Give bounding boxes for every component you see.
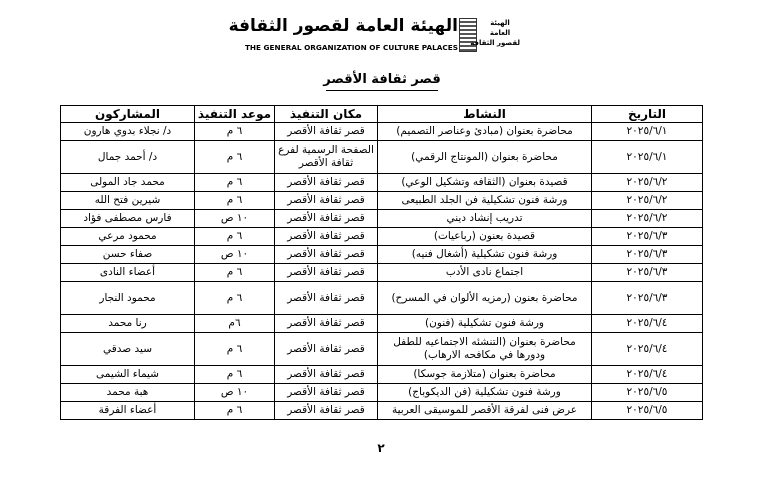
table-row	[61, 210, 703, 228]
table-row	[61, 366, 703, 384]
table-row	[61, 141, 703, 174]
cell-participants: د/ نجلاء بدوي هارون	[61, 123, 195, 141]
cell-date: ٢٠٢٥/٦/٤	[592, 366, 703, 384]
cell-activity: ورشة فنون تشكيلية فن الجلد الطبيعى	[378, 192, 592, 210]
cell-activity: محاضرة بعنوان (التنشئه الاجتماعيه للطفل ودورها في مكافحه الارهاب)	[378, 333, 592, 366]
cell-activity: اجتماع نادى الأدب	[378, 264, 592, 282]
cell-time: ٦ م	[195, 141, 275, 174]
table-row	[61, 333, 703, 366]
table-header-row	[61, 106, 703, 123]
cell-date: ٢٠٢٥/٦/٢	[592, 192, 703, 210]
header-participants: المشاركون	[61, 106, 195, 123]
cell-place: قصر ثقافة الأقصر	[275, 384, 378, 402]
cell-place: الصفحة الرسمية لفرع ثقافة الأقصر	[275, 141, 378, 174]
cell-participants: فارس مصطفى فؤاد	[61, 210, 195, 228]
cell-place: قصر ثقافة الأقصر	[275, 282, 378, 315]
cell-place: قصر ثقافة الأقصر	[275, 366, 378, 384]
cell-time: ١٠ ص	[195, 210, 275, 228]
cell-time: ٦م	[195, 315, 275, 333]
cell-participants: أعضاء النادى	[61, 264, 195, 282]
cell-date: ٢٠٢٥/٦/٤	[592, 315, 703, 333]
title-underline	[326, 90, 438, 91]
document-title: قصر ثقافة الأقصر	[323, 72, 441, 87]
table-row	[61, 315, 703, 333]
cell-time: ٦ م	[195, 402, 275, 420]
cell-time: ٦ م	[195, 366, 275, 384]
cell-time: ٦ م	[195, 264, 275, 282]
org-logo-side-text	[470, 18, 520, 52]
cell-participants: محمود النجار	[61, 282, 195, 315]
cell-time: ٦ م	[195, 228, 275, 246]
page-number: ٢	[377, 441, 385, 455]
cell-place: قصر ثقافة الأقصر	[275, 192, 378, 210]
cell-time: ١٠ ص	[195, 246, 275, 264]
cell-date: ٢٠٢٥/٦/٥	[592, 402, 703, 420]
cell-activity: ورشة فنون تشكيلية (فن الديكوباج)	[378, 384, 592, 402]
cell-activity: محاضرة بعنوان (المونتاج الرقمي)	[378, 141, 592, 174]
table-row	[61, 246, 703, 264]
logo-side-line: لقصور الثقافة	[470, 39, 520, 47]
cell-place: قصر ثقافة الأقصر	[275, 228, 378, 246]
table-row	[61, 123, 703, 141]
header-date: التاريخ	[592, 106, 703, 123]
org-header	[228, 16, 520, 56]
cell-time: ٦ م	[195, 192, 275, 210]
cell-place: قصر ثقافة الأقصر	[275, 333, 378, 366]
cell-activity: محاضرة بعنوان (مبادئ وعناصر التصميم)	[378, 123, 592, 141]
cell-participants: رنا محمد	[61, 315, 195, 333]
logo-side-line: العامة	[489, 29, 511, 37]
cell-date: ٢٠٢٥/٦/١	[592, 123, 703, 141]
header-time: موعد التنفيذ	[195, 106, 275, 123]
cell-participants: شيماء الشيمى	[61, 366, 195, 384]
cell-activity: ورشة فنون تشكيلية (أشغال فنيه)	[378, 246, 592, 264]
cell-activity: تدريب إنشاد ديني	[378, 210, 592, 228]
cell-participants: محمد جاد المولى	[61, 174, 195, 192]
org-name-english: THE GENERAL ORGANIZATION OF CULTURE PALACES	[244, 43, 458, 52]
cell-date: ٢٠٢٥/٦/١	[592, 141, 703, 174]
cell-time: ١٠ ص	[195, 384, 275, 402]
cell-place: قصر ثقافة الأقصر	[275, 246, 378, 264]
logo-side-line: الهيئة	[490, 19, 510, 27]
cell-participants: أعضاء الفرقة	[61, 402, 195, 420]
cell-date: ٢٠٢٥/٦/٣	[592, 282, 703, 315]
org-name-arabic: الهيئة العامة لقصور الثقافة	[228, 16, 458, 36]
cell-place: قصر ثقافة الأقصر	[275, 174, 378, 192]
cell-activity: ورشة فنون تشكيلية (فنون)	[378, 315, 592, 333]
header-activity: النشاط	[378, 106, 592, 123]
schedule-table	[60, 105, 703, 420]
cell-place: قصر ثقافة الأقصر	[275, 315, 378, 333]
table-row	[61, 384, 703, 402]
cell-time: ٦ م	[195, 282, 275, 315]
cell-activity: قصيدة بعنوان (الثقافه وتشكيل الوعي)	[378, 174, 592, 192]
cell-date: ٢٠٢٥/٦/٥	[592, 384, 703, 402]
cell-place: قصر ثقافة الأقصر	[275, 264, 378, 282]
cell-time: ٦ م	[195, 123, 275, 141]
header-place: مكان التنفيذ	[275, 106, 378, 123]
cell-participants: محمود مرعي	[61, 228, 195, 246]
cell-place: قصر ثقافة الأقصر	[275, 402, 378, 420]
cell-activity: عرض فنى لفرقة الأقصر للموسيقى العربية	[378, 402, 592, 420]
cell-date: ٢٠٢٥/٦/٣	[592, 264, 703, 282]
cell-date: ٢٠٢٥/٦/٢	[592, 174, 703, 192]
cell-participants: صفاء حسن	[61, 246, 195, 264]
cell-date: ٢٠٢٥/٦/٤	[592, 333, 703, 366]
cell-activity: محاضرة بعنون (رمزيه الألوان في المسرح)	[378, 282, 592, 315]
table-row	[61, 282, 703, 315]
table-row	[61, 174, 703, 192]
cell-participants: د/ أحمد جمال	[61, 141, 195, 174]
cell-place: قصر ثقافة الأقصر	[275, 210, 378, 228]
cell-activity: محاضرة بعنوان (متلازمة جوسكا)	[378, 366, 592, 384]
cell-time: ٦ م	[195, 174, 275, 192]
cell-participants: شيرين فتح الله	[61, 192, 195, 210]
cell-date: ٢٠٢٥/٦/٢	[592, 210, 703, 228]
cell-time: ٦ م	[195, 333, 275, 366]
table-row	[61, 402, 703, 420]
cell-activity: قصيدة بعنون (رباعيات)	[378, 228, 592, 246]
cell-participants: سيد صدقي	[61, 333, 195, 366]
cell-participants: هبة محمد	[61, 384, 195, 402]
table-row	[61, 192, 703, 210]
cell-place: قصر ثقافة الأقصر	[275, 123, 378, 141]
table-row	[61, 228, 703, 246]
table-row	[61, 264, 703, 282]
cell-date: ٢٠٢٥/٦/٣	[592, 228, 703, 246]
cell-date: ٢٠٢٥/٦/٣	[592, 246, 703, 264]
